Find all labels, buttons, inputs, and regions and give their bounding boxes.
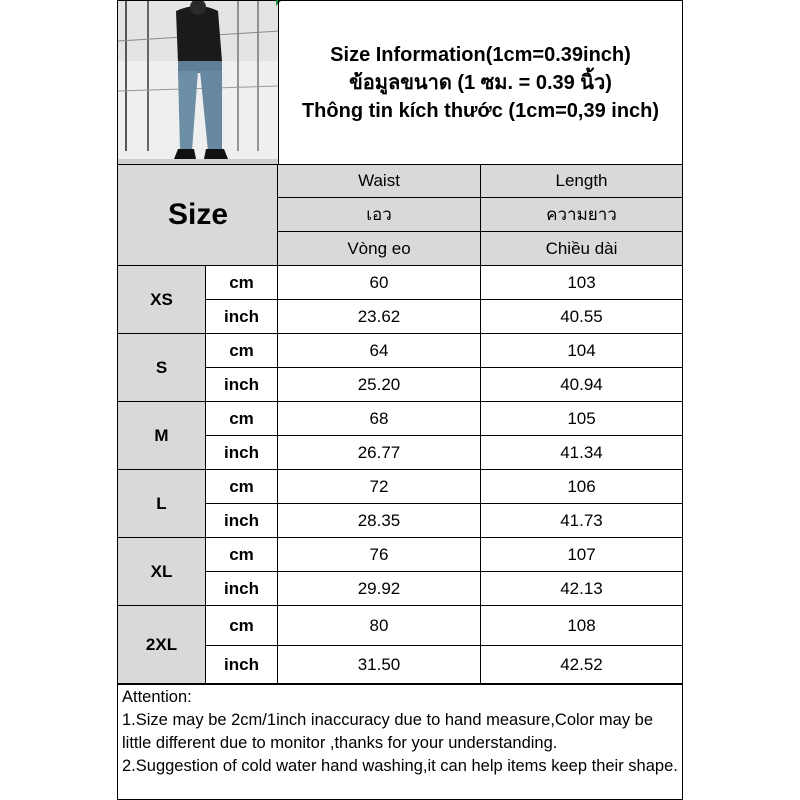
waist-inch-value: 28.35 <box>277 503 481 538</box>
length-cm-value: 108 <box>480 605 683 646</box>
attention-note-1: 1.Size may be 2cm/1inch inaccuracy due to hand measure,Color may be little different due to monitor ,thanks for your understanding. <box>122 711 654 752</box>
length-cm-value: 104 <box>480 333 683 368</box>
attention-note-2: 2.Suggestion of cold water hand washing,it can help items keep their shape. <box>122 757 678 775</box>
waist-header-en: Waist <box>277 164 481 198</box>
unit-cm-label: cm <box>205 469 278 504</box>
waist-inch-value: 23.62 <box>277 299 481 334</box>
length-inch-value: 42.52 <box>480 645 683 685</box>
unit-inch-label: inch <box>205 571 278 606</box>
header-line-en: Size Information(1cm=0.39inch) <box>330 44 631 66</box>
size-row-label: XL <box>117 537 206 606</box>
length-cm-value: 103 <box>480 265 683 300</box>
length-cm-value: 105 <box>480 401 683 436</box>
waist-header-vi: Vòng eo <box>277 231 481 266</box>
length-inch-value: 42.13 <box>480 571 683 606</box>
unit-cm-label: cm <box>205 537 278 572</box>
length-inch-value: 40.55 <box>480 299 683 334</box>
unit-cm-label: cm <box>205 333 278 368</box>
size-information-header <box>278 0 683 166</box>
size-row-label: S <box>117 333 206 402</box>
length-inch-value: 40.94 <box>480 367 683 402</box>
size-header-label: Size <box>167 198 229 231</box>
length-inch-value: 41.34 <box>480 435 683 470</box>
header-line-vi: Thông tin kích thước (1cm=0,39 inch) <box>301 100 660 122</box>
attention-title: Attention: <box>122 688 192 706</box>
length-cm-value: 107 <box>480 537 683 572</box>
unit-cm-label: cm <box>205 401 278 436</box>
size-column-header <box>117 164 279 266</box>
waist-cm-value: 80 <box>277 605 481 646</box>
unit-inch-label: inch <box>205 435 278 470</box>
unit-cm-label: cm <box>205 605 278 646</box>
size-row-label: M <box>117 401 206 470</box>
waist-inch-value: 25.20 <box>277 367 481 402</box>
waist-inch-value: 31.50 <box>277 645 481 685</box>
unit-inch-label: inch <box>205 367 278 402</box>
product-photo-image <box>118 1 279 166</box>
waist-cm-value: 72 <box>277 469 481 504</box>
waist-cm-value: 64 <box>277 333 481 368</box>
unit-cm-label: cm <box>205 265 278 300</box>
length-header-vi: Chiều dài <box>480 231 683 266</box>
size-row-label: L <box>117 469 206 538</box>
waist-inch-value: 26.77 <box>277 435 481 470</box>
waist-inch-value: 29.92 <box>277 571 481 606</box>
unit-inch-label: inch <box>205 299 278 334</box>
size-row-label: XS <box>117 265 206 334</box>
waist-cm-value: 68 <box>277 401 481 436</box>
waist-header-th: เอว <box>277 197 481 232</box>
product-photo <box>117 0 279 166</box>
length-inch-value: 41.73 <box>480 503 683 538</box>
unit-inch-label: inch <box>205 503 278 538</box>
header-line-th: ข้อมูลขนาด (1 ซม. = 0.39 นิ้ว) <box>349 72 612 94</box>
length-cm-value: 106 <box>480 469 683 504</box>
waist-cm-value: 60 <box>277 265 481 300</box>
size-row-label: 2XL <box>117 605 206 685</box>
length-header-en: Length <box>480 164 683 198</box>
length-header-th: ความยาว <box>480 197 683 232</box>
waist-cm-value: 76 <box>277 537 481 572</box>
unit-inch-label: inch <box>205 645 278 685</box>
attention-notes <box>117 683 683 800</box>
